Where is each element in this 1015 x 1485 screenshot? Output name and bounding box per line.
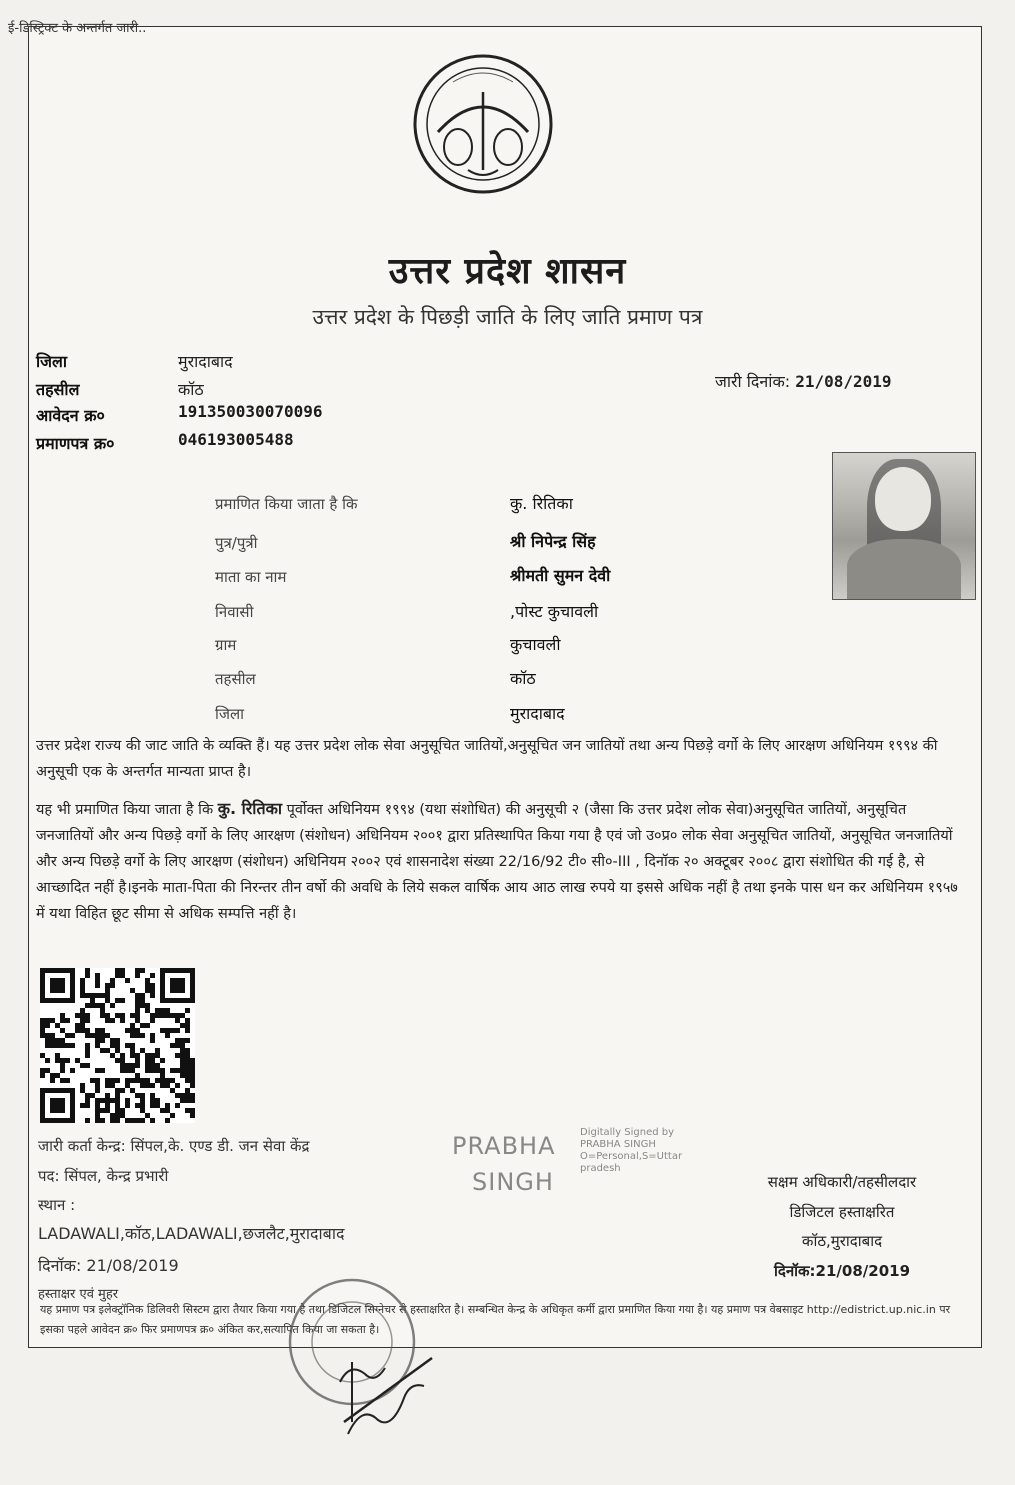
certificate-subtitle: उत्तर प्रदेश के पिछड़ी जाति के लिए जाति प्रमाण पत्र <box>312 305 703 329</box>
digital-signature-details: Digitally Signed by PRABHA SINGH O=Personal,S=Uttar pradesh <box>580 1127 683 1174</box>
digital-signature-name-1: PRABHA <box>452 1132 556 1160</box>
statement-prefix: यह भी प्रमाणित किया जाता है कि <box>36 802 214 818</box>
authority-date: दिनॉक:21/08/2019 <box>773 1262 911 1280</box>
qr-code <box>40 968 195 1123</box>
issue-date-value: 21/08/2019 <box>795 372 892 391</box>
detail-value-name: कु. रितिका <box>510 494 573 513</box>
issue-date <box>715 370 892 392</box>
detail-value-village: कुचावली <box>510 635 561 654</box>
application-no-value: 191350030070096 <box>178 402 323 421</box>
authority-digital: डिजिटल हस्ताक्षरित <box>789 1203 895 1221</box>
detail-label-son-daughter: पुत्र/पुत्री <box>215 534 258 552</box>
authority-place: कॉठ,मुरादाबाद <box>801 1232 883 1250</box>
statement-body: पूर्वोक्त अधिनियम १९९४ (यथा संशोधित) की अनुसूची २ (जैसा कि उत्तर प्रदेश लोक सेवा)अनुसूचित जातियों, अनुसूचित जनजातियों और अन्य पिछड़े वर्गो के लिए आरक्षण (संशोधन) अधिनियम २००१ द्वारा प्रतिस्थापित किया गया है एवं जो उ०प्र० लोक सेवा अनुसूचित जातियों, अनुसूचित जनजातियों और अन्य पिछड़े वर्गो के लिए आरक्षण (संशोधन) अधिनियम २००२ एवं शासनादेश संख्या 22/16/92 टी० सी०-III , दिनॉक २० अक्टूबर २००८ द्वारा संशोधित की गई है, से आच्छादित नहीं है।इनके माता-पिता की निरन्तर तीन वर्षो की अवधि के लिये सकल वार्षिक आय आठ लाख रुपये या इससे अधिक नहीं है तथा इनके पास धन कर अधिनियम १९५७ में यथा विहित छूट सीमा से अधिक सम्पत्ति नहीं है। <box>36 802 958 922</box>
detail-label-village: ग्राम <box>215 636 237 654</box>
tehsil-value: कॉठ <box>178 380 204 399</box>
edistrict-note: ई-डिस्ट्रिक्ट के अन्तर्गत जारी.. <box>8 21 147 36</box>
issuer-place-label: स्थान : <box>38 1196 76 1214</box>
statement-name: कु. रितिका <box>217 799 283 818</box>
district-value: मुरादाबाद <box>178 352 233 371</box>
issue-date-label: जारी दिनांक: <box>715 372 791 391</box>
footer-verification-note: यह प्रमाण पत्र इलेक्ट्रॉनिक डिलिवरी सिस्टम द्वारा तैयार किया गया है तथा डिजिटल सिग्नेचर से हस्ताक्षरित है। सम्बन्धित केन्द्र के अधिकृत कर्मी द्वारा प्रमाणित किया गया है। यह प्रमाण पत्र वेबसाइट http://edistrict.up.nic.in पर इसका पहले आवेदन क्र० फिर प्रमाणपत्र क्र० अंकित कर,सत्यापित किया जा सकता है। <box>40 1303 951 1336</box>
issuer-sign-label: हस्ताक्षर एवं मुहर <box>38 1287 119 1302</box>
detail-label-mother: माता का नाम <box>215 568 287 586</box>
issuer-center: जारी कर्ता केन्द्र: सिंपल,के. एण्ड डी. जन सेवा केंद्र <box>38 1137 310 1155</box>
detail-value-district: मुरादाबाद <box>510 704 565 723</box>
digital-signature-name-2: SINGH <box>472 1168 554 1196</box>
certificate-no-value: 046193005488 <box>178 430 294 449</box>
applicant-photo <box>832 452 976 600</box>
issuer-place: LADAWALI,कॉठ,LADAWALI,छजलैट,मुरादाबाद <box>38 1224 345 1243</box>
detail-value-father: श्री निपेन्द्र सिंह <box>510 532 596 551</box>
detail-value-mother: श्रीमती सुमन देवी <box>510 566 611 585</box>
application-no-label: आवेदन क्र० <box>36 406 105 425</box>
district-label: जिला <box>36 352 68 371</box>
detail-value-resident: ,पोस्ट कुचावली <box>510 602 599 621</box>
issuer-date: दिनॉक: 21/08/2019 <box>38 1256 179 1275</box>
creamy-layer-statement <box>36 796 958 927</box>
rubber-stamp <box>282 1272 450 1440</box>
detail-label-district: जिला <box>215 705 245 723</box>
caste-statement: उत्तर प्रदेश राज्य की जाट जाति के व्यक्ति हैं। यह उत्तर प्रदेश लोक सेवा अनुसूचित जातियों,अनुसूचित जन जातियों तथा अन्य पिछड़े वर्गो के लिए आरक्षण अधिनियम १९९४ की अनुसूची एक के अन्तर्गत मान्यता प्राप्त है। <box>36 738 938 780</box>
detail-value-tehsil: कॉठ <box>510 669 536 688</box>
issuer-post: पद: सिंपल, केन्द्र प्रभारी <box>38 1167 169 1185</box>
certificate-title: उत्तर प्रदेश शासन <box>388 251 627 292</box>
up-state-emblem <box>398 52 568 202</box>
detail-label-resident: निवासी <box>215 603 254 621</box>
tehsil-label: तहसील <box>36 380 80 399</box>
detail-label-certified: प्रमाणित किया जाता है कि <box>215 495 358 513</box>
certificate-no-label: प्रमाणपत्र क्र० <box>36 434 115 453</box>
detail-label-tehsil: तहसील <box>215 670 256 688</box>
authority-title: सक्षम अधिकारी/तहसीलदार <box>767 1173 917 1191</box>
